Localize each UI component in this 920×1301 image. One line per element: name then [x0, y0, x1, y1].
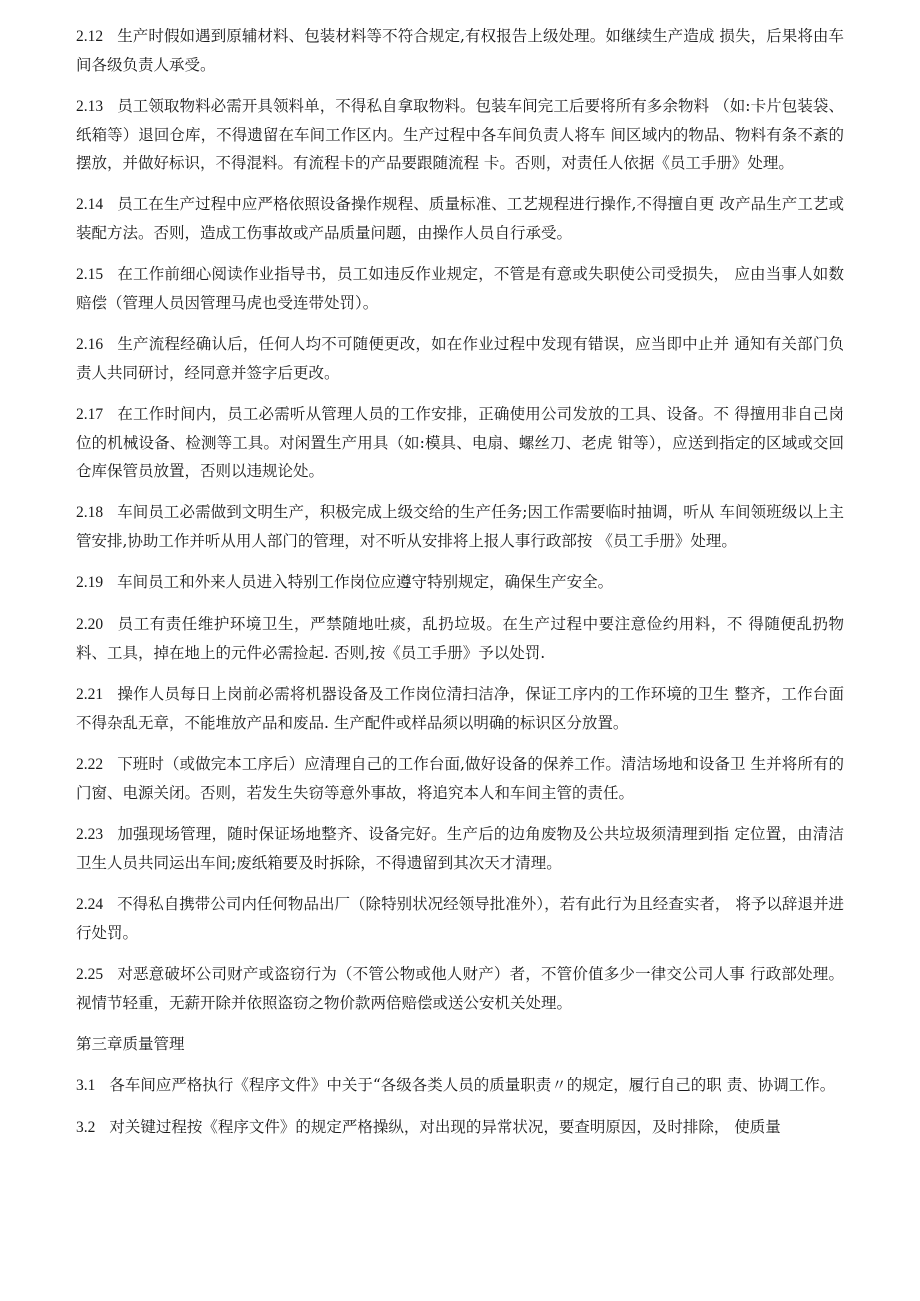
- clause-number: 2.16: [76, 336, 104, 353]
- paragraph-2-20: [76, 610, 844, 667]
- clause-number: 2.23: [76, 826, 104, 843]
- clause-number: 2.24: [76, 896, 104, 913]
- clause-text: 对恶意破坏公司财产或盗窃行为（不管公物或他人财产）者，不管价值多少一律交公司人事 行政部处理。视情节轻重，无薪开除并依照盗窃之物价款两倍赔偿或送公安机关处理。: [76, 965, 844, 1012]
- clause-number: 3.1: [76, 1077, 96, 1094]
- clause-text: 各车间应严格执行《程序文件》中关于“各级各类人员的质量职责〃的规定，履行自己的职 责、协调工作。: [109, 1076, 836, 1094]
- clause-text: 在工作时间内，员工必需听从管理人员的工作安排，正确使用公司发放的工具、设备。不 得擅用非自己岗位的机械设备、检测等工具。对闲置生产用具（如:模具、电扇、螺丝刀、老虎 钳等），应送到指定的区域或交回仓库保管员放置，否则以违规论处。: [76, 405, 844, 480]
- clause-number: 2.12: [76, 28, 104, 45]
- clause-text: 不得私自携带公司内任何物品出厂（除特别状况经领导批准外），若有此行为且经查实者， 将予以辞退并进行处罚。: [76, 895, 844, 942]
- clause-text: 对关键过程按《程序文件》的规定严格操纵，对出现的异常状况，要查明原因，及时排除， 使质量: [109, 1118, 781, 1136]
- paragraph-2-12: [76, 22, 844, 79]
- clause-text: 车间员工必需做到文明生产，积极完成上级交给的生产任务;因工作需要临时抽调，听从 车间领班级以上主管安排,协助工作并听从用人部门的管理，对不听从安排将上报人事行政部按 《员工手册》处理。: [76, 503, 844, 550]
- clause-text: 员工有责任维护环境卫生，严禁随地吐痰，乱扔垃圾。在生产过程中要注意俭约用料，不 得随便乱扔物料、工具，掉在地上的元件必需捡起. 否则,按《员工手册》予以处罚.: [76, 615, 844, 662]
- paragraph-2-17: [76, 400, 844, 485]
- paragraph-2-14: [76, 190, 844, 247]
- clause-number: 2.20: [76, 616, 104, 633]
- clause-number: 2.17: [76, 406, 104, 423]
- clause-text: 在工作前细心阅读作业指导书，员工如违反作业规定，不管是有意或失职使公司受损失， 应由当事人如数赔偿（管理人员因管理马虎也受连带处罚）。: [76, 265, 844, 312]
- paragraph-2-24: [76, 890, 844, 947]
- clause-text: 下班时（或做完本工序后）应清理自己的工作台面,做好设备的保养工作。清洁场地和设备卫 生并将所有的门窗、电源关闭。否则，若发生失窃等意外事故，将追究本人和车间主管的责任。: [76, 755, 844, 802]
- paragraph-3-1: [76, 1071, 844, 1100]
- clause-text: 操作人员每日上岗前必需将机器设备及工作岗位清扫洁净，保证工序内的工作环境的卫生 整齐，工作台面不得杂乱无章，不能堆放产品和废品. 生产配件或样品须以明确的标识区分放置。: [76, 685, 844, 732]
- clause-number: 2.19: [76, 574, 104, 591]
- chapter-heading: 第三章质量管理: [76, 1035, 185, 1053]
- paragraph-3-2: [76, 1113, 844, 1142]
- clause-number: 2.25: [76, 966, 104, 983]
- clause-text: 加强现场管理，随时保证场地整齐、设备完好。生产后的边角废物及公共垃圾须清理到指 定位置，由清洁卫生人员共同运出车间;废纸箱要及时拆除，不得遗留到其次天才清理。: [76, 825, 844, 872]
- paragraph-2-23: [76, 820, 844, 877]
- clause-number: 2.22: [76, 756, 104, 773]
- clause-text: 员工在生产过程中应严格依照设备操作规程、质量标准、工艺规程进行操作,不得擅自更 改产品生产工艺或装配方法。否则，造成工伤事故或产品质量问题，由操作人员自行承受。: [76, 195, 844, 242]
- clause-number: 2.14: [76, 196, 104, 213]
- paragraph-2-19: [76, 568, 844, 597]
- clause-text: 车间员工和外来人员进入特别工作岗位应遵守特别规定，确保生产安全。: [117, 573, 614, 591]
- clause-number: 2.18: [76, 504, 104, 521]
- paragraph-2-15: [76, 260, 844, 317]
- paragraph-2-21: [76, 680, 844, 737]
- paragraph-2-18: [76, 498, 844, 555]
- clause-text: 生产流程经确认后，任何人均不可随便更改，如在作业过程中发现有错误，应当即中止并 通知有关部门负责人共同研讨，经同意并签字后更改。: [76, 335, 844, 382]
- clause-text: 员工领取物料必需开具领料单，不得私自拿取物料。包装车间完工后要将所有多余物料 （如:卡片包装袋、纸箱等）退回仓库，不得遗留在车间工作区内。生产过程中各车间负责人将车 间区域内的物品、物料有条不紊的摆放，并做好标识，不得混料。有流程卡的产品要跟随流程 卡。否则，对责任人依据《员工手册》处理。: [76, 97, 844, 172]
- paragraph-2-13: [76, 92, 844, 177]
- clause-number: 2.15: [76, 266, 104, 283]
- paragraph-2-16: [76, 330, 844, 387]
- paragraph-2-25: [76, 960, 844, 1017]
- clause-text: 生产时假如遇到原辅材料、包装材料等不符合规定,有权报告上级处理。如继续生产造成 损失，后果将由车间各级负责人承受。: [76, 27, 844, 74]
- clause-number: 2.13: [76, 98, 104, 115]
- clause-number: 2.21: [76, 686, 104, 703]
- paragraph-2-22: [76, 750, 844, 807]
- clause-number: 3.2: [76, 1119, 96, 1136]
